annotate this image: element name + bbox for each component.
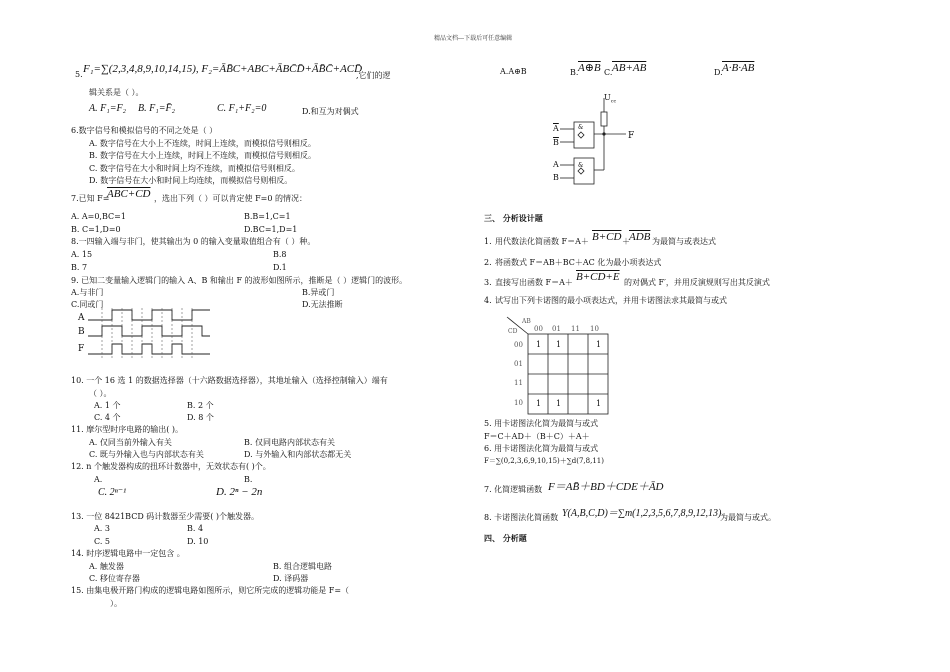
item4-number: 4. (484, 296, 492, 305)
q5-number: 5. (75, 70, 83, 79)
q8-option-a: A. 15 (71, 250, 93, 259)
q7-stem-start: 7.已知 F= (71, 194, 110, 203)
kmap-col-11: 11 (571, 325, 580, 333)
section-3-title: 三、 分析设计题 (484, 213, 543, 223)
item1-plus: ＋ (622, 237, 630, 246)
kmap-cell: 1 (556, 399, 562, 408)
q9-option-c: C.同或门 (71, 300, 104, 309)
q10-option-a: A. 1 个 (94, 401, 121, 410)
item2-text: 将函数式 F＝AB＋BC＋AC 化为最小项表达式 (495, 258, 662, 267)
q13-option-c: C. 5 (94, 537, 111, 546)
item1-expr2: $\overline{ADB}$ (629, 231, 651, 243)
q11-option-a: A. 仅同当前外输入有关 (89, 438, 172, 447)
wave-label-b: B (78, 327, 85, 337)
q9-option-b: B.异或门 (302, 288, 335, 297)
item8-expr: Y(A,B,C,D)＝∑m(1,2,3,5,6,7,8,9,12,13) (562, 508, 722, 519)
q7-option-c: B. C=1,D=0 (71, 225, 121, 234)
q8-option-b: B.8 (273, 250, 287, 259)
q15-option-d-expr: A·B·AB (722, 62, 755, 74)
kmap-col-01: 01 (552, 325, 561, 333)
q12-option-a: A. (94, 475, 103, 484)
item6-line1: 6. 用卡诺图法化简为最简与或式 (484, 444, 599, 453)
circuit-input-a: A (553, 160, 559, 169)
q11-stem: 11. 摩尔型时序电路的输出( )。 (71, 425, 184, 434)
q15-option-c-label: C. (604, 68, 613, 77)
q13-option-b: B. 4 (187, 524, 204, 533)
q6-stem: 6.数字信号和模拟信号的不同之处是（ ） (71, 126, 218, 135)
q13-option-d: D. 10 (187, 537, 209, 546)
item1-expr1: B+CD (592, 231, 622, 243)
q12-option-c: C. 2ⁿ⁻¹ (98, 487, 127, 498)
circuit-output-f: F (628, 131, 635, 141)
item8-tail: 为最简与或式。 (720, 513, 776, 522)
item1-number: 1. (484, 237, 492, 246)
q11-option-c: C. 既与外输入也与内部状态有关 (89, 450, 204, 459)
item3-number: 3. (484, 278, 492, 287)
item3-expr: B+CD+E (576, 271, 620, 283)
q7-option-d: D.BC=1,D=1 (244, 225, 298, 234)
q15-option-b-expr: A⊕B (578, 62, 601, 74)
item1-tail: 为最简与或表达式 (652, 237, 716, 246)
item8-text: 8. 卡诺图法化简函数 (484, 513, 559, 522)
gate1-symbol: & (578, 124, 584, 131)
q10-option-c: C. 4 个 (94, 413, 121, 422)
kmap-row-00: 00 (514, 341, 523, 349)
q15-option-c-expr: AB+AB (612, 62, 647, 74)
q7-option-a: A. A=0,BC=1 (71, 212, 126, 221)
q12-stem: 12. n 个触发器构成的扭环计数器中，无效状态有( )个。 (71, 462, 271, 471)
q5-option-d: D.和互为对偶式 (302, 107, 359, 116)
q11-option-b: B. 仅同电路内部状态有关 (244, 438, 335, 447)
kmap-cd-label: CD (508, 328, 518, 335)
q15-option-a: A.A⊕B (500, 67, 527, 76)
q5-option-a: A. F₁=F₂ (89, 103, 127, 114)
q15-line2: ）。 (110, 599, 122, 608)
q10-option-b: B. 2 个 (187, 401, 214, 410)
circuit-input-b-bar: $\overline{B}$ (553, 138, 559, 147)
q14-option-d: D. 译码器 (273, 574, 309, 583)
q6-option-c: C. 数字信号在大小和时间上均不连续，而模拟信号则相反。 (89, 164, 300, 173)
q9-option-d: D.无法推断 (302, 300, 343, 309)
item5-line1: 5. 用卡诺图法化简为最简与或式 (484, 419, 599, 428)
circuit-input-a-bar: $\overline{A}$ (553, 124, 559, 133)
q15-option-b-label: B. (570, 68, 579, 77)
q6-option-b: B. 数字信号在大小上连续，时间上不连续，而模拟信号则相反。 (89, 151, 316, 160)
circuit-vcc-label: $U_{cc}$ (604, 93, 617, 105)
wave-label-f: F (78, 344, 85, 354)
q10-option-d: D. 8 个 (187, 413, 214, 422)
q12-option-d: D. 2ⁿ − 2n (216, 486, 263, 498)
q11-option-d: D. 与外输入和内部状态都无关 (244, 450, 352, 459)
q8-option-d: D.1 (273, 263, 287, 272)
item3-text: 直接写出函数 F＝A＋ (495, 278, 573, 287)
q13-stem: 13. 一位 8421BCD 码计数器至少需要( )个触发器。 (71, 512, 260, 521)
kmap-cell: 1 (596, 399, 602, 408)
q14-option-b: B. 组合逻辑电路 (273, 562, 332, 571)
q6-option-a: A. 数字信号在大小上不连续，时间上连续，而模拟信号则相反。 (89, 139, 316, 148)
oc-gate-circuit (560, 93, 640, 186)
item6-line2: F＝∑(0,2,3,6,9,10,15)＋∑d(7,8,11) (484, 457, 604, 465)
kmap-row-01: 01 (514, 360, 523, 368)
q14-option-c: C. 移位寄存器 (89, 574, 140, 583)
kmap-cell: 1 (596, 340, 602, 349)
q10-stem: 10. 一个 16 选 1 的数据选择器（十六路数据选择器），其地址输入（选择控制输入）端有 (71, 376, 388, 385)
kmap-grid (506, 316, 616, 406)
q13-option-a: A. 3 (94, 524, 110, 533)
item1-text: 用代数法化简函数 F＝A＋ (495, 237, 589, 246)
q9-stem: 9. 已知二变量输入逻辑门的输入 A、B 和输出 F 的波形如图所示，推断是（ ）逻辑门的波形。 (71, 276, 408, 285)
item7-expr: F＝AB̄＋BD＋CDE＋ĀD (548, 481, 664, 493)
kmap-cell: 1 (536, 399, 542, 408)
q5-option-b: B. F₁=F̄₂ (138, 103, 176, 114)
q5-line2: 辑关系是（ ）。 (89, 88, 144, 97)
q8-option-c: B. 7 (71, 263, 88, 272)
q15-option-d-label: D. (714, 68, 723, 77)
q15-stem: 15. 由集电极开路门构成的逻辑电路如图所示，则它所完成的逻辑功能是 F=（ (71, 586, 350, 595)
wave-a (88, 310, 210, 320)
wave-b (88, 326, 210, 336)
q14-option-a: A. 触发器 (89, 562, 124, 571)
q6-option-d: D. 数字信号在大小和时间上均连续，而模拟信号则相反。 (89, 176, 293, 185)
kmap-row-11: 11 (514, 379, 523, 387)
q5-suffix: ,它们的逻 (356, 71, 391, 80)
waveform-diagram (88, 308, 218, 368)
q12-option-b: B. (244, 475, 253, 484)
item2-number: 2. (484, 258, 492, 267)
wave-f (88, 344, 210, 354)
kmap-ab-label: AB (522, 318, 531, 325)
kmap-row-10: 10 (514, 399, 523, 407)
q5-option-c: C. F₁+F₂=0 (217, 103, 267, 114)
item3-tail: 的对偶式 F′，并用反演规则写出其反演式 (624, 278, 770, 287)
item5-line2: F＝C＋AD＋（B＋C）＋A＋ (484, 432, 590, 441)
q5-expression: F₁=∑(2,3,4,8,9,10,14,15), F₂=ĀB̄C+ABC+ĀBC̄D̄+ĀB̄C̄+ACD̄ (83, 63, 363, 75)
gate2-symbol: & (578, 162, 584, 169)
circuit-input-b: B (553, 173, 559, 182)
page-header: 精品文档---下载后可任意编辑 (434, 35, 513, 42)
kmap-cell: 1 (556, 340, 562, 349)
q10-line2: （ ）。 (89, 389, 112, 398)
kmap-cell: 1 (536, 340, 542, 349)
kmap-col-10: 10 (590, 325, 599, 333)
q7-expression: ABC+CD (107, 188, 151, 200)
q9-option-a: A.与非门 (71, 288, 104, 297)
q7-option-b: B.B=1,C=1 (244, 212, 291, 221)
section-4-title: 四、 分析题 (484, 533, 527, 543)
item7-text: 7. 化简逻辑函数 (484, 485, 543, 494)
wave-label-a: A (78, 313, 85, 323)
q8-stem: 8.一四输入端与非门，使其输出为 0 的输入变量取值组合有（ ）种。 (71, 237, 316, 246)
q14-stem: 14. 时序逻辑电路中一定包含 。 (71, 549, 185, 558)
q7-stem-end: ，选出下列（ ）可以肯定使 F=0 的情况： (154, 194, 307, 203)
item4-text: 试写出下列卡诺图的最小项表达式，并用卡诺图法求其最简与或式 (495, 296, 727, 305)
kmap-col-00: 00 (534, 325, 543, 333)
